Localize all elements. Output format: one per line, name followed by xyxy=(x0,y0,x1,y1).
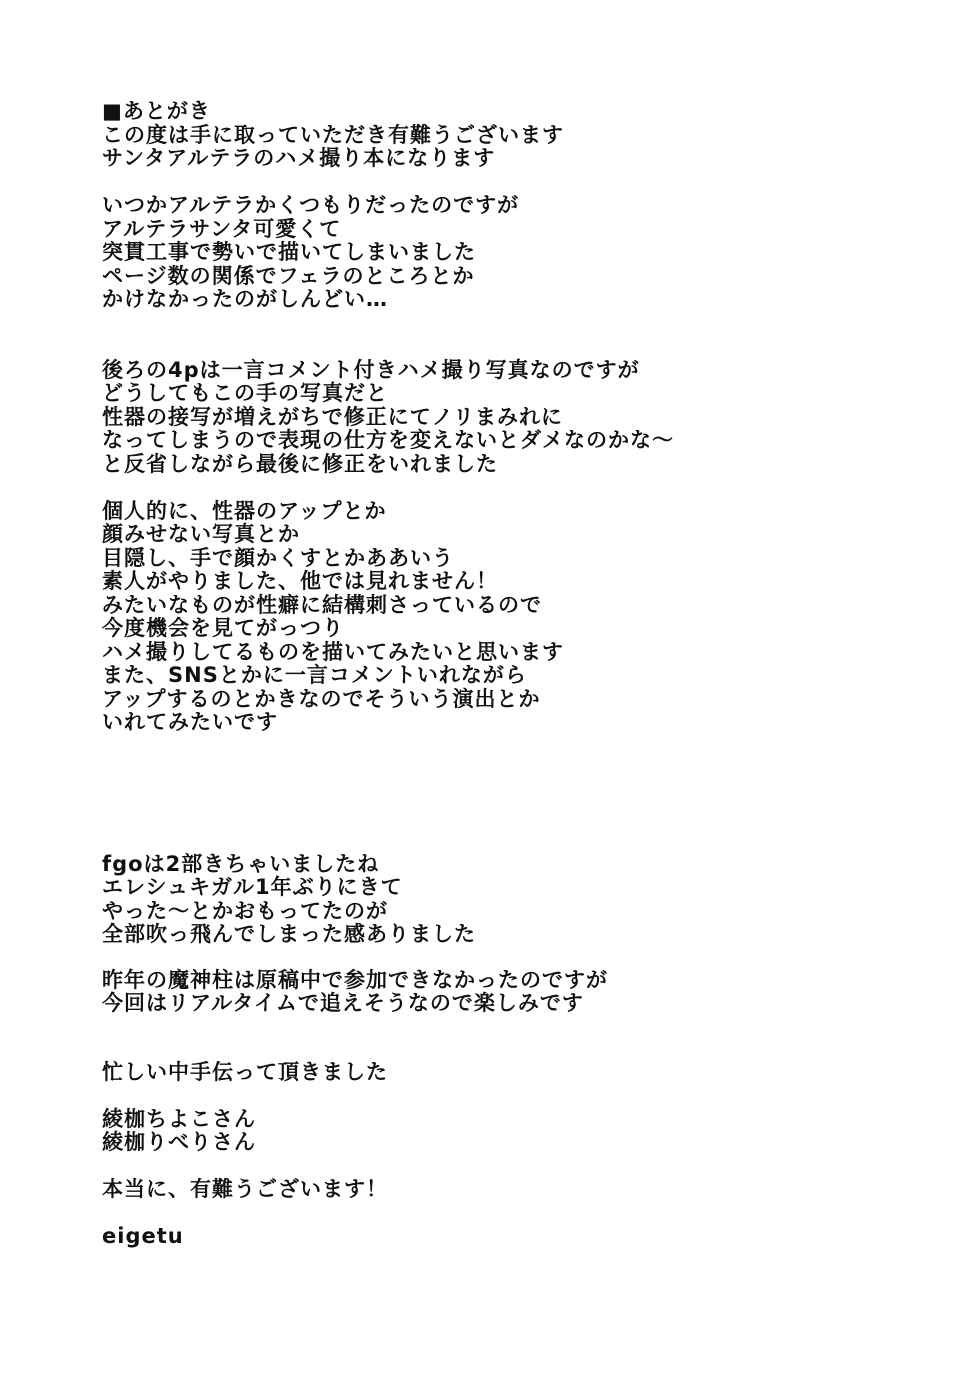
afterword-heading: ■あとがき xyxy=(102,99,211,123)
thanks-block xyxy=(102,1178,802,1202)
paragraph-line: 全部吹っ飛んでしまった感ありました xyxy=(102,922,476,946)
paragraph-line: 今度機会を見てがっつり xyxy=(102,616,344,640)
paragraph-5 xyxy=(102,969,802,1016)
paragraph-line: 個人的に、性器のアップとか xyxy=(102,498,387,523)
paragraph-line: アルテラサンタ可愛くて xyxy=(102,216,342,241)
paragraph-line: いつかアルテラかくつもりだったのですが xyxy=(102,193,520,217)
intro-line: この度は手に取っていただき有難うございます xyxy=(102,122,564,147)
paragraph-line: 目隠し、手で顔かくすとかああいう xyxy=(102,545,454,570)
paragraph-2 xyxy=(102,359,802,477)
paragraph-line: どうしてもこの手の写真だと xyxy=(102,381,388,405)
paragraph-line: なってしまうので表現の仕方を変えないとダメなのかな〜 xyxy=(102,428,674,452)
thanks-line: 本当に、有難うございます！ xyxy=(102,1177,388,1201)
paragraph-line: アップするのとかきなのでそういう演出とか xyxy=(102,686,541,711)
intro-line: サンタアルテラのハメ撮り本になります xyxy=(102,146,496,170)
paragraph-4 xyxy=(102,853,802,947)
paragraph-line: 性器の接写が増えがちで修正にてノリまみれに xyxy=(102,404,563,429)
helpers-list xyxy=(102,1108,802,1155)
author-signature: eigetu xyxy=(102,1224,184,1248)
helper-name: 綾枷りべりさん xyxy=(102,1130,256,1154)
paragraph-line: 顔みせない写真とか xyxy=(102,522,300,546)
paragraph-line: 後ろの4pは一言コメント付きハメ撮り写真なのですが xyxy=(102,357,640,382)
paragraph-line: と反省しながら最後に修正をいれました xyxy=(102,451,498,476)
paragraph-line: やった〜とかおもってたのが xyxy=(102,898,388,923)
paragraph-line: 素人がやりました、他では見れません！ xyxy=(102,569,498,593)
paragraph-3 xyxy=(102,500,802,735)
signature-block xyxy=(102,1225,802,1249)
paragraph-line: ページ数の関係でフェラのところとか xyxy=(102,263,475,288)
thanks-intro-line: 忙しい中手伝って頂きました xyxy=(102,1059,388,1084)
paragraph-line: ハメ撮りしてるものを描いてみたいと思います xyxy=(102,639,564,664)
paragraph-line: 今回はリアルタイムで追えそうなので楽しみです xyxy=(102,991,584,1015)
paragraph-line: かけなかったのがしんどい… xyxy=(102,287,388,311)
paragraph-line: みたいなものが性癖に結構刺さっているので xyxy=(102,592,542,617)
paragraph-line: 突貫工事で勢いで描いてしまいました xyxy=(102,240,476,264)
helper-name: 綾枷ちよこさん xyxy=(102,1106,256,1131)
paragraph-line: いれてみたいです xyxy=(102,710,278,734)
afterword-text xyxy=(102,100,802,1249)
thanks-intro xyxy=(102,1061,802,1085)
paragraph-line: また、SNSとかに一言コメントいれながら xyxy=(102,663,527,687)
paragraph-line: 昨年の魔神柱は原稿中で参加できなかったのですが xyxy=(102,967,608,992)
paragraph-line: エレシュキガル1年ぶりにきて xyxy=(102,875,403,899)
paragraph-1 xyxy=(102,194,802,312)
paragraph-line: fgoは2部きちゃいましたね xyxy=(102,851,380,876)
